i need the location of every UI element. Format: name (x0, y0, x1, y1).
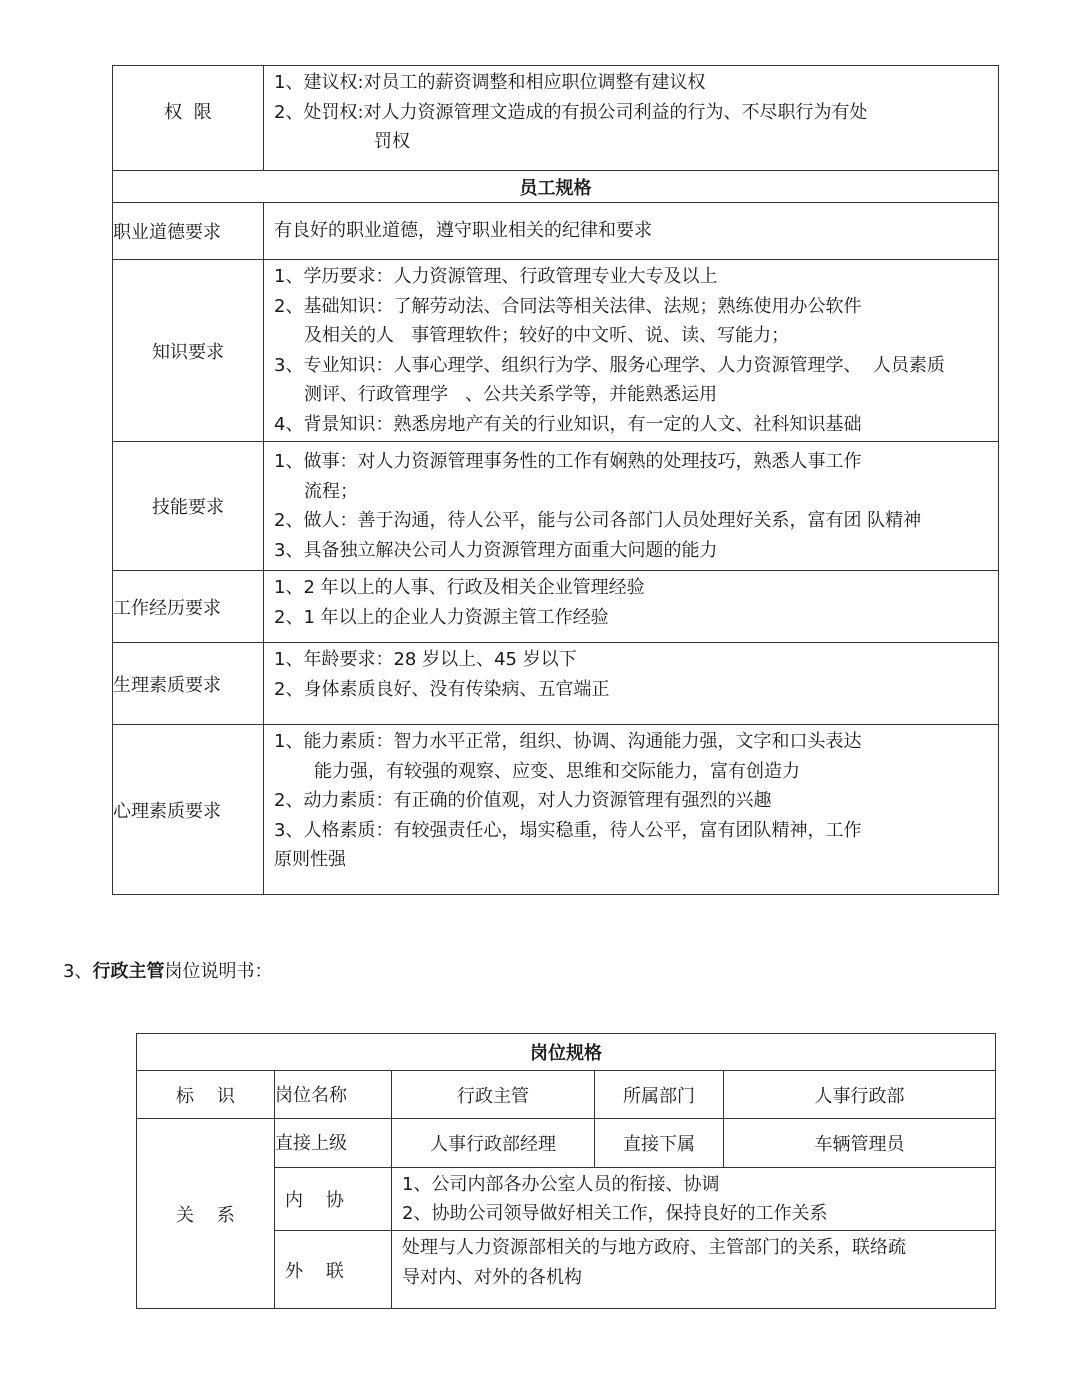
experience-label: 工作经历要求 (113, 571, 264, 643)
skills-content (264, 442, 999, 571)
experience-row (113, 571, 999, 643)
department-label: 所属部门 (595, 1071, 724, 1119)
ethics-content (264, 203, 999, 260)
text-line: 2、动力素质：有正确的价值观，对人力资源管理有强烈的兴趣 (274, 790, 772, 811)
text-line: 2、做人：善于沟通，待人公平，能与公司各部门人员处理好关系，富有团 队精神 (274, 510, 922, 531)
text-line: 导对内、对外的各机构 (402, 1266, 582, 1288)
subordinate-label: 直接下属 (595, 1119, 724, 1168)
internal-content (392, 1168, 996, 1231)
section-bold-title: 行政主管 (92, 961, 165, 982)
text-line: 1、公司内部各办公室人员的衔接、协调 (402, 1173, 720, 1195)
text-line: 1、建议权:对员工的薪资调整和相应职位调整有建议权 (274, 72, 706, 93)
text-line: 处理与人力资源部相关的与地方政府、主管部门的关系，联络疏 (402, 1237, 906, 1258)
identity-row (137, 1071, 996, 1119)
external-content (392, 1231, 996, 1309)
text-line: 能力强，有较强的观察、应变、思维和交际能力，富有创造力 (314, 760, 800, 782)
employee-spec-table (112, 65, 999, 895)
knowledge-row (113, 260, 999, 442)
text-line: 3、人格素质：有较强责任心，塌实稳重，待人公平，富有团队精神，工作 (274, 819, 862, 841)
superior-label: 直接上级 (275, 1119, 392, 1168)
table2-title-row (137, 1034, 996, 1071)
psychological-content (264, 725, 999, 895)
superior-value: 人事行政部经理 (392, 1119, 595, 1168)
position-name-value: 行政主管 (392, 1071, 595, 1119)
text-line: 有良好的职业道德，遵守职业相关的纪律和要求 (274, 220, 652, 242)
table2-title: 岗位规格 (137, 1034, 996, 1071)
text-line: 2、处罚权:对人力资源管理文造成的有损公司利益的行为、不尽职行为有处 (274, 101, 868, 123)
physical-label: 生理素质要求 (113, 643, 264, 725)
text-line: 3、专业知识：人事心理学、组织行为学、服务心理学、人力资源管理学、 人员素质 (274, 354, 945, 376)
external-label: 外 联 (275, 1231, 392, 1309)
text-line: 3、具备独立解决公司人力资源管理方面重大问题的能力 (274, 539, 718, 561)
text-line: 流程； (304, 480, 358, 502)
department-value: 人事行政部 (724, 1071, 996, 1119)
section-suffix: 岗位说明书： (164, 961, 273, 982)
section-title: 员工规格 (113, 171, 999, 203)
text-line: 2、1 年以上的企业人力资源主管工作经验 (274, 606, 609, 628)
experience-content (264, 571, 999, 643)
text-line: 2、身体素质良好、没有传染病、五官端正 (274, 678, 610, 700)
text-line: 测评、行政管理学 、公共关系学等，并能熟悉运用 (304, 384, 718, 405)
knowledge-content (264, 260, 999, 442)
text-line: 原则性强 (274, 849, 346, 870)
skills-row (113, 442, 999, 571)
psychological-row (113, 725, 999, 895)
physical-row (113, 643, 999, 725)
text-line: 1、2 年以上的人事、行政及相关企业管理经验 (274, 577, 645, 598)
ethics-row (113, 203, 999, 260)
authority-label: 权 限 (113, 66, 264, 171)
text-line: 1、做事：对人力资源管理事务性的工作有娴熟的处理技巧，熟悉人事工作 (274, 451, 862, 472)
position-spec-table (136, 1033, 996, 1309)
section-number: 3、 (63, 961, 93, 982)
text-line: 2、协助公司领导做好相关工作，保持良好的工作关系 (402, 1203, 828, 1224)
subordinate-value: 车辆管理员 (724, 1119, 996, 1168)
position-name-label: 岗位名称 (275, 1071, 392, 1119)
text-line: 4、背景知识：熟悉房地产有关的行业知识，有一定的人文、社科知识基础 (274, 413, 862, 435)
text-line: 1、学历要求：人力资源管理、行政管理专业大专及以上 (274, 266, 718, 287)
text-line: 1、能力素质：智力水平正常，组织、协调、沟通能力强，文字和口头表达 (274, 731, 862, 752)
knowledge-label: 知识要求 (113, 260, 264, 442)
spec-title-row (113, 171, 999, 203)
relation-label: 关 系 (137, 1119, 275, 1309)
internal-label: 内 协 (275, 1168, 392, 1231)
authority-content (264, 66, 999, 171)
text-line: 及相关的人 事管理软件；较好的中文听、说、读、写能力； (304, 325, 790, 346)
text-line: 罚权 (374, 131, 410, 152)
authority-row (113, 66, 999, 171)
skills-label: 技能要求 (113, 442, 264, 571)
superior-row (137, 1119, 996, 1168)
identity-label: 标 识 (137, 1071, 275, 1119)
ethics-label: 职业道德要求 (113, 203, 264, 260)
text-line: 2、基础知识：了解劳动法、合同法等相关法律、法规；熟练使用办公软件 (274, 295, 862, 317)
text-line: 1、年龄要求：28 岁以上、45 岁以下 (274, 649, 577, 670)
section-heading (63, 957, 272, 983)
physical-content (264, 643, 999, 725)
psychological-label: 心理素质要求 (113, 725, 264, 895)
